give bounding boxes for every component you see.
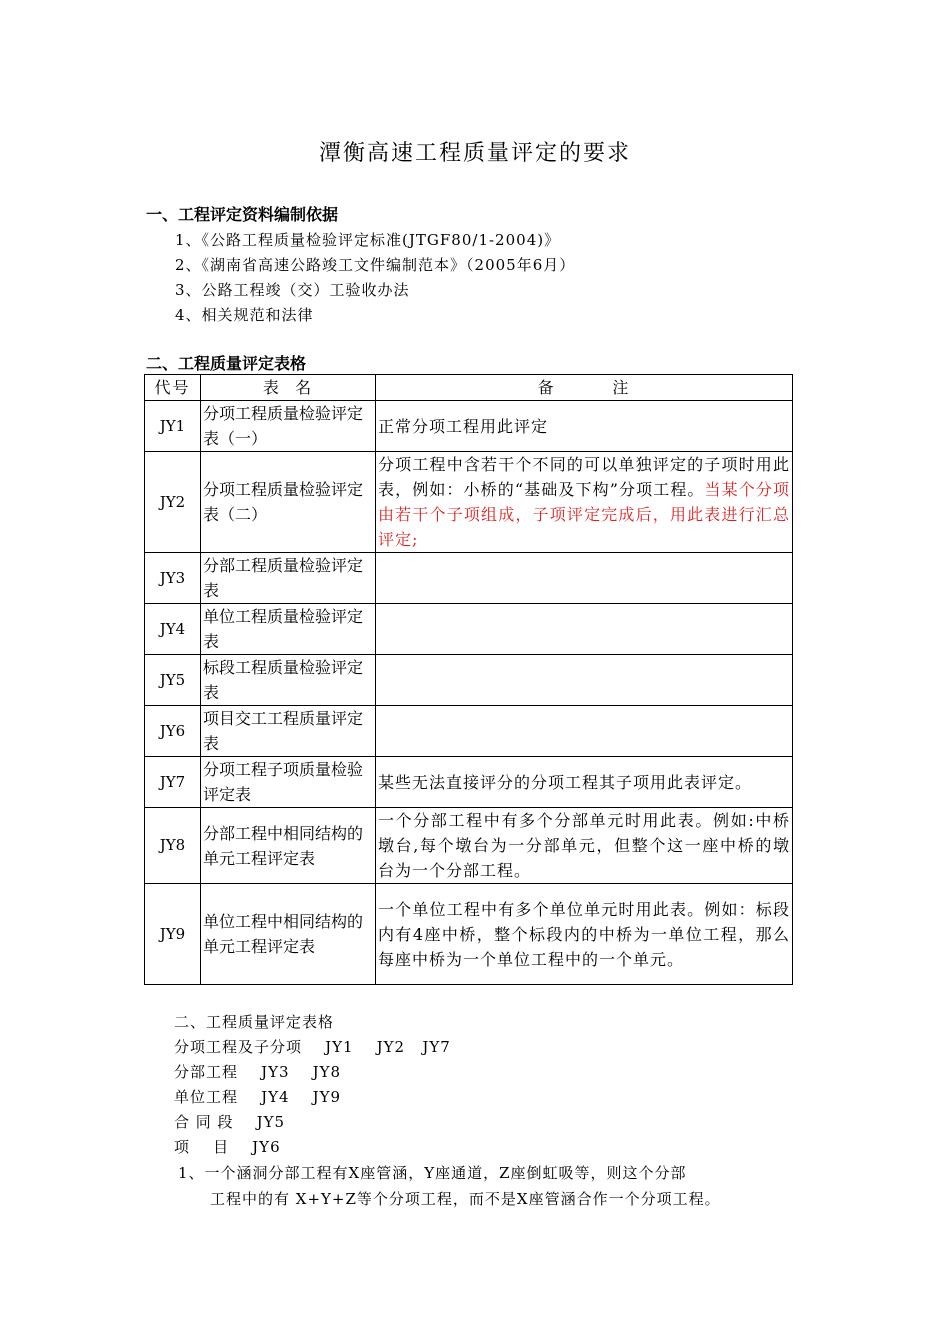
row-code: JY5 [145, 655, 201, 706]
summary-block [174, 1010, 451, 1160]
basis-item: 3、公路工程竣（交）工验收办法 [175, 281, 410, 299]
row-name: 分部工程中相同结构的单元工程评定表 [201, 808, 376, 884]
table-row [145, 604, 793, 655]
row-note-text: 一个分部工程中有多个分部单元时用此表。例如:中桥墩台,每个墩台为一分部单元，但整个这一座中桥的墩台为一个分部工程。 [378, 811, 790, 880]
summary-codes: JY6 [252, 1138, 281, 1156]
table-row [145, 706, 793, 757]
table-row [145, 757, 793, 808]
evaluation-table [144, 374, 793, 985]
row-note-text: 某些无法直接评分的分项工程其子项用此表评定。 [378, 772, 753, 792]
summary-label: 项 目 [174, 1138, 230, 1156]
table-row [145, 553, 793, 604]
basis-item: 1、《公路工程质量检验评定标准(JTGF80/1-2004)》 [175, 231, 561, 249]
row-note [376, 884, 793, 985]
row-note [376, 706, 793, 757]
row-note-text: 正常分项工程用此评定 [378, 416, 549, 436]
row-name: 分部工程质量检验评定表 [201, 553, 376, 604]
row-code: JY1 [145, 401, 201, 452]
basis-item: 2、《湖南省高速公路竣工文件编制范本》（2005年6月） [175, 256, 576, 274]
table-row [145, 452, 793, 553]
table-row [145, 884, 793, 985]
note-line: 1、一个涵洞分部工程有X座管涵，Y座通道，Z座倒虹吸等，则这个分部 [178, 1164, 687, 1182]
row-code: JY6 [145, 706, 201, 757]
summary-label: 单位工程 [174, 1088, 239, 1106]
row-note [376, 655, 793, 706]
row-name: 项目交工工程质量评定表 [201, 706, 376, 757]
row-note [376, 452, 793, 553]
row-name: 分项工程质量检验评定表（一） [201, 401, 376, 452]
row-name: 标段工程质量检验评定表 [201, 655, 376, 706]
table-row [145, 808, 793, 884]
column-header-name: 表 名 [201, 375, 376, 401]
summary-codes: JY1 JY2 JY7 [325, 1038, 451, 1056]
row-note-text: 一个单位工程中有多个单位单元时用此表。例如：标段内有4座中桥，整个标段内的中桥为一单位工程，那么每座中桥为一个单位工程中的一个单元。 [378, 899, 790, 969]
row-note-highlight: 当某个分项由若干个子项组成，子项评定完成后，用此表进行汇总评定; [378, 480, 790, 549]
summary-row [174, 1035, 451, 1060]
row-note [376, 604, 793, 655]
summary-row [174, 1085, 451, 1110]
summary-label: 分部工程 [174, 1063, 239, 1081]
table-header-row [145, 375, 793, 401]
row-note [376, 553, 793, 604]
row-note [376, 401, 793, 452]
table-row [145, 401, 793, 452]
summary-codes: JY5 [256, 1113, 286, 1131]
section-heading-basis: 一、工程评定资料编制依据 [146, 205, 339, 224]
basis-list [175, 228, 575, 328]
summary-row [174, 1135, 451, 1160]
page-title: 潭衡高速工程质量评定的要求 [318, 141, 631, 166]
column-header-code: 代号 [145, 375, 201, 401]
row-code: JY4 [145, 604, 201, 655]
row-code: JY7 [145, 757, 201, 808]
row-note [376, 808, 793, 884]
row-code: JY9 [145, 884, 201, 985]
row-name: 分项工程质量检验评定表（二） [201, 452, 376, 553]
summary-row [174, 1110, 451, 1135]
summary-codes: JY4 JY9 [261, 1088, 342, 1106]
note-paragraph [178, 1160, 818, 1212]
column-header-note: 备 注 [376, 375, 793, 401]
row-note [376, 757, 793, 808]
section-heading-tables: 二、工程质量评定表格 [146, 354, 307, 373]
row-code: JY2 [145, 452, 201, 553]
summary-codes: JY3 JY8 [261, 1063, 342, 1081]
row-note-text: 分项工程中含若干个不同的可以单独评定的子项时用此表，例如：小桥的“基础及下构”分项工程。 [378, 455, 790, 499]
basis-item: 4、相关规范和法律 [175, 306, 314, 324]
note-line: 工程中的有 X+Y+Z等个分项工程，而不是X座管涵合作一个分项工程。 [210, 1190, 721, 1208]
summary-row [174, 1060, 451, 1085]
row-name: 单位工程中相同结构的单元工程评定表 [201, 884, 376, 985]
row-code: JY8 [145, 808, 201, 884]
row-code: JY3 [145, 553, 201, 604]
row-name: 单位工程质量检验评定表 [201, 604, 376, 655]
summary-label: 合 同 段 [174, 1113, 234, 1131]
table-row [145, 655, 793, 706]
row-name: 分项工程子项质量检验评定表 [201, 757, 376, 808]
summary-heading: 二、工程质量评定表格 [174, 1013, 335, 1031]
summary-label: 分项工程及子分项 [174, 1038, 303, 1056]
